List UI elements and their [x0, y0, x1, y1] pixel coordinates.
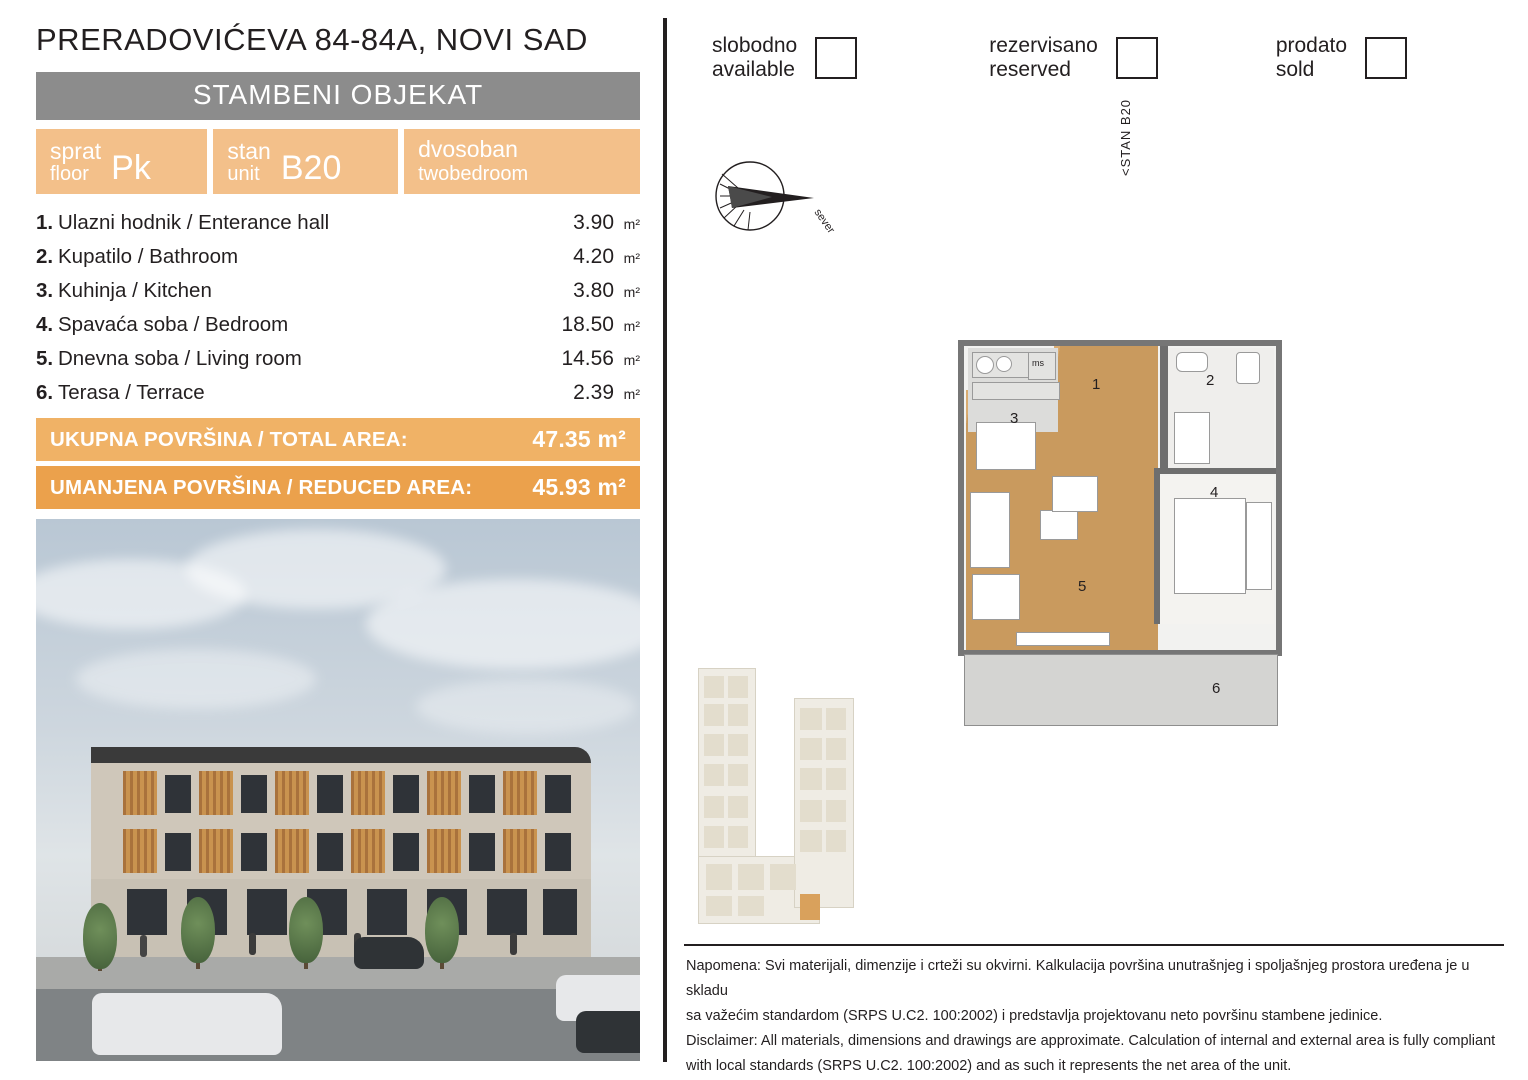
- unit-label-en: unit: [227, 162, 260, 185]
- car: [92, 993, 282, 1055]
- dining-table: [976, 422, 1036, 470]
- page-title: PRERADOVIĆEVA 84-84A, NOVI SAD: [36, 22, 588, 57]
- legend-available-label-en: available: [712, 58, 795, 82]
- room-number-1: 1: [1092, 376, 1101, 393]
- floor-value: Pk: [111, 148, 151, 187]
- room-unit: m²: [623, 352, 640, 368]
- site-plan: [692, 668, 872, 938]
- unit-badge: [213, 129, 398, 194]
- note-line-3: Disclaimer: All materials, dimensions and drawings are approximate. Calculation of internal and external area is fully compliant: [686, 1032, 1496, 1049]
- room-number: 6.: [36, 381, 54, 404]
- legend-reserved: [989, 34, 1158, 82]
- coffee-table: [1040, 510, 1078, 540]
- floor-badge: [36, 129, 207, 194]
- rug: [1052, 476, 1098, 512]
- floor-label-sr: sprat: [50, 138, 102, 165]
- legend-available: [712, 34, 857, 82]
- room-number: 2.: [36, 245, 54, 268]
- hob-icon: [996, 356, 1012, 372]
- list-item: [36, 342, 640, 376]
- legend-reserved-label-sr: rezervisano: [989, 34, 1098, 57]
- legend-available-swatch: [815, 37, 857, 79]
- terrace: [964, 654, 1278, 726]
- room-area: 18.50: [561, 313, 614, 336]
- armchair: [972, 574, 1020, 620]
- status-legend: [712, 34, 1502, 82]
- balcony-door: [1016, 632, 1110, 646]
- unit-marker-label: <STAN B20: [1118, 98, 1133, 176]
- toilet-icon: [1236, 352, 1260, 384]
- sofa: [970, 492, 1010, 568]
- car: [354, 937, 424, 969]
- room-list: [36, 206, 640, 410]
- reduced-area-value: 45.93 m²: [532, 474, 626, 500]
- room-name: Terasa / Terrace: [58, 381, 205, 404]
- reduced-area-bar: [36, 466, 640, 509]
- room-area: 3.80: [573, 279, 614, 302]
- room-number-3: 3: [1010, 410, 1019, 427]
- legend-sold: [1276, 34, 1407, 82]
- appliance-label: ms: [1032, 358, 1044, 368]
- legend-reserved-swatch: [1116, 37, 1158, 79]
- building-render: [36, 519, 640, 1061]
- list-item: [36, 274, 640, 308]
- floor-plan: [930, 180, 1290, 697]
- total-area-bar: [36, 418, 640, 461]
- divider: [684, 944, 1504, 946]
- room-number: 4.: [36, 313, 54, 336]
- room-area: 3.90: [573, 211, 614, 234]
- list-item: [36, 240, 640, 274]
- room-unit: m²: [623, 318, 640, 334]
- total-area-value: 47.35 m²: [532, 426, 626, 452]
- floor-label-en: floor: [50, 162, 89, 185]
- compass-rose: [702, 148, 842, 244]
- legend-available-label-sr: slobodno: [712, 34, 798, 57]
- highlighted-unit: [800, 894, 820, 920]
- list-item: [36, 376, 640, 410]
- room-unit: m²: [623, 284, 640, 300]
- reduced-area-label: UMANJENA POVRŠINA / REDUCED AREA:: [50, 475, 473, 499]
- list-item: [36, 308, 640, 342]
- shower-icon: [1174, 412, 1210, 464]
- type-badge: [404, 129, 640, 194]
- unit-label-sr: stan: [227, 138, 271, 165]
- legend-sold-swatch: [1365, 37, 1407, 79]
- total-area-label: UKUPNA POVRŠINA / TOTAL AREA:: [50, 427, 408, 451]
- type-label-en: twobedroom: [418, 163, 529, 185]
- bed: [1174, 498, 1246, 594]
- building: [91, 747, 591, 957]
- type-label-sr: dvosoban: [418, 136, 518, 162]
- car: [576, 1011, 640, 1053]
- disclaimer-note: [686, 954, 1504, 1079]
- left-column: [36, 22, 640, 1061]
- room-name: Spavaća soba / Bedroom: [58, 313, 289, 336]
- hob-icon: [976, 356, 994, 374]
- sidewalk: [36, 957, 640, 989]
- room-number: 5.: [36, 347, 54, 370]
- room-unit: m²: [623, 250, 640, 266]
- room-name: Dnevna soba / Living room: [58, 347, 302, 370]
- room-unit: m²: [623, 386, 640, 402]
- room-area: 14.56: [561, 347, 614, 370]
- kitchen-worktop: [972, 382, 1060, 400]
- object-type-bar: STAMBENI OBJEKAT: [36, 72, 640, 120]
- legend-reserved-label-en: reserved: [989, 58, 1071, 82]
- note-line-2: sa važećim standardom (SRPS U.C2. 100:2002) i predstavlja projektovanu neto površinu stambene jedinice.: [686, 1007, 1383, 1024]
- room-number: 1.: [36, 211, 54, 234]
- room-name: Kupatilo / Bathroom: [58, 245, 239, 268]
- room-number-2: 2: [1206, 372, 1215, 389]
- room-name: Kuhinja / Kitchen: [58, 279, 212, 302]
- room-number: 3.: [36, 279, 54, 302]
- legend-sold-label-en: sold: [1275, 58, 1315, 82]
- compass-north-label: sever: [811, 206, 837, 236]
- room-number-4: 4: [1210, 484, 1219, 501]
- list-item: [36, 206, 640, 240]
- room-unit: m²: [623, 216, 640, 232]
- legend-sold-label-sr: prodato: [1275, 34, 1348, 57]
- room-number-6: 6: [1212, 680, 1221, 697]
- unit-value: B20: [280, 148, 342, 187]
- note-line-4: with local standards (SRPS U.C2. 100:2002) and as such it represents the net area of the unit.: [686, 1057, 1292, 1074]
- wardrobe: [1246, 502, 1272, 590]
- room-name: Ulazni hodnik / Enterance hall: [58, 211, 330, 234]
- room-area: 2.39: [573, 381, 614, 404]
- sink-icon: [1176, 352, 1208, 372]
- room-number-5: 5: [1078, 578, 1087, 595]
- room-area: 4.20: [573, 245, 614, 268]
- column-divider: [663, 18, 667, 1062]
- note-line-1: Napomena: Svi materijali, dimenzije i crteži su okvirni. Kalkulacija površina unutrašnjeg i spoljašnjeg prostora uređena je u skladu: [686, 958, 1470, 999]
- badge-row: [36, 129, 640, 194]
